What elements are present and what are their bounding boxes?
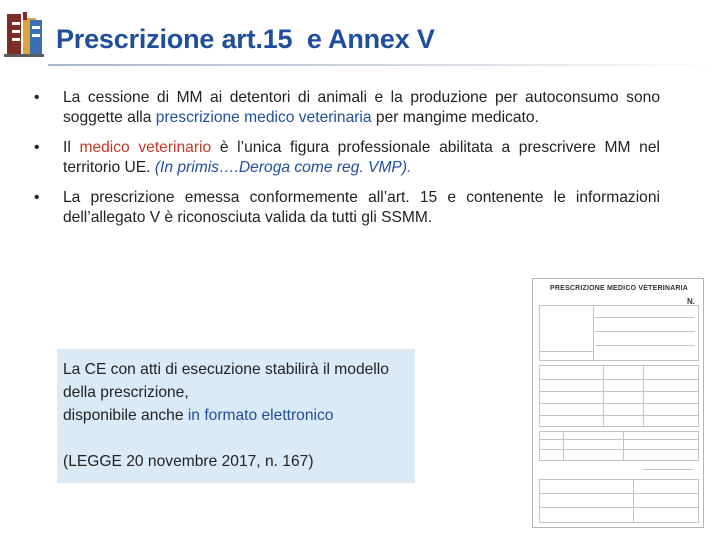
bullet-text: La cessione di MM ai detentori di animali e la produzione per autoconsumo sono soggette alla — [63, 89, 660, 126]
form-section — [539, 305, 699, 361]
bullet-item — [34, 138, 660, 178]
form-line — [539, 351, 593, 352]
form-line — [623, 431, 624, 461]
form-line — [595, 345, 695, 346]
form-number-label: N. — [687, 297, 695, 306]
form-line — [539, 403, 699, 404]
form-line — [643, 469, 693, 470]
institution-logo-icon — [4, 8, 44, 58]
form-line — [595, 317, 695, 318]
title-divider — [48, 64, 720, 66]
form-line — [539, 415, 699, 416]
callout-text: disponibile anche in formato elettronico — [63, 407, 334, 424]
form-line — [539, 391, 699, 392]
bullet-list — [34, 88, 660, 238]
form-heading: PRESCRIZIONE MEDICO VETERINARIA — [549, 285, 689, 292]
form-line — [593, 305, 594, 361]
highlight-text: prescrizione medico veterinaria — [155, 109, 372, 126]
bullet-text: per mangime medicato. — [371, 109, 539, 126]
bullet-dot-icon: • — [34, 89, 40, 106]
form-line — [595, 331, 695, 332]
bullet-text: La prescrizione emessa conformemente all’art. 15 e contenente le informazioni dell’allegato V è riconosciuta valida da tutti gli SSMM. — [63, 189, 660, 226]
bullet-item — [34, 88, 660, 128]
form-line — [603, 365, 604, 427]
prescription-form-image — [532, 278, 704, 528]
form-section — [539, 365, 699, 427]
form-line — [539, 507, 699, 508]
bullet-dot-icon: • — [34, 139, 40, 156]
bullet-text: è l’unica figura professionale abilitata a prescrivere MM nel territorio UE. — [63, 139, 660, 176]
bullet-item — [34, 188, 660, 228]
form-line — [643, 365, 644, 427]
highlight-text: in formato elettronico — [187, 407, 334, 424]
callout-box — [57, 349, 415, 483]
callout-text: La CE con atti di esecuzione stabilirà il modello della prescrizione, — [63, 361, 389, 401]
page-title: Prescrizione art.15 e Annex V — [56, 24, 435, 54]
form-line — [539, 493, 699, 494]
form-section — [539, 479, 699, 523]
form-line — [563, 431, 564, 461]
bullet-text: Il — [63, 139, 80, 156]
form-line — [633, 479, 634, 523]
law-reference: (LEGGE 20 novembre 2017, n. 167) — [63, 453, 314, 470]
form-line — [539, 379, 699, 380]
bullet-dot-icon: • — [34, 189, 40, 206]
highlight-text: (In primis….Deroga come reg. VMP). — [154, 159, 412, 176]
highlight-text: medico veterinario — [79, 139, 212, 156]
